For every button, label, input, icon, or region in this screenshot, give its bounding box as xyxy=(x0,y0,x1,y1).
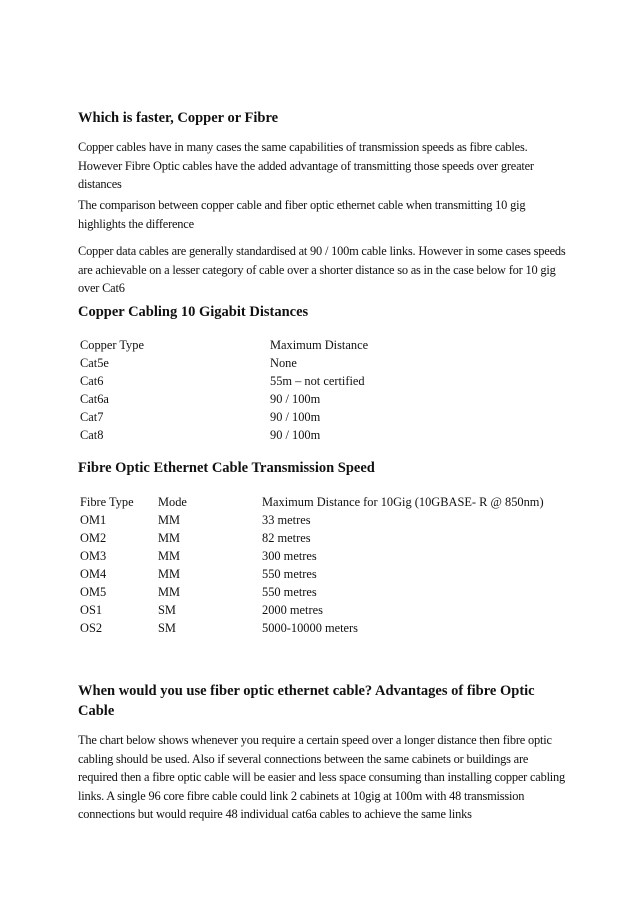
intro-paragraph-1: Copper cables have in many cases the same capabilities of transmission speeds as fibre cables. However Fibre Optic cables have the added advantage of transmitting those speeds over greater distances xyxy=(78,140,534,191)
table-cell: 550 metres xyxy=(262,585,317,599)
column-header: Fibre Type xyxy=(80,495,134,509)
table-cell: 55m – not certified xyxy=(270,374,365,388)
table-cell: 550 metres xyxy=(262,567,317,581)
table-cell: OM2 xyxy=(80,531,107,545)
table-cell: OM4 xyxy=(80,567,107,581)
table-cell: MM xyxy=(158,531,181,545)
intro-paragraph-3: Copper data cables are generally standardised at 90 / 100m cable links. However in some cases speeds are achievable on a lesser category of cable over a shorter distance so as in the case below for 10 gig over Cat6 xyxy=(78,244,566,295)
intro-heading: Which is faster, Copper or Fibre xyxy=(78,110,279,126)
table-cell: OM3 xyxy=(80,549,107,563)
table-cell: OM1 xyxy=(80,513,107,527)
table-cell: OS2 xyxy=(80,621,103,635)
table-cell: 33 metres xyxy=(262,513,311,527)
table-cell: 90 / 100m xyxy=(270,428,321,442)
table-cell: 2000 metres xyxy=(262,603,323,617)
table-cell: Cat7 xyxy=(80,410,104,424)
intro-paragraph-2: The comparison between copper cable and fiber optic ethernet cable when transmitting 10 gig highlights the difference xyxy=(78,198,526,231)
fibre-heading: Fibre Optic Ethernet Cable Transmission Speed xyxy=(78,460,375,476)
table-cell: 5000-10000 meters xyxy=(262,621,359,635)
table-cell: Cat5e xyxy=(80,356,109,370)
column-header: Copper Type xyxy=(80,338,144,352)
table-cell: 300 metres xyxy=(262,549,317,563)
column-header: Maximum Distance xyxy=(270,338,369,352)
table-cell: MM xyxy=(158,549,181,563)
copper-heading: Copper Cabling 10 Gigabit Distances xyxy=(78,304,309,320)
column-header: Mode xyxy=(158,495,187,509)
table-cell: MM xyxy=(158,567,181,581)
table-cell: SM xyxy=(158,621,176,635)
table-cell: OM5 xyxy=(80,585,107,599)
table-cell: SM xyxy=(158,603,176,617)
table-cell: 90 / 100m xyxy=(270,410,321,424)
column-header: Maximum Distance for 10Gig (10GBASE- R @ 850nm) xyxy=(262,495,544,509)
table-cell: None xyxy=(270,356,297,370)
advantages-paragraph: The chart below shows whenever you require a certain speed over a longer distance then fibre optic cabling should be used. Also if several connections between the same cabinets or buildings are required then a fibre optic cable will be easier and less space consuming than installing copper cabling links. A single 96 core fibre cable could link 2 cabinets at 10gig at 100m with 48 transmission connections but would require 48 individual cat6a cables to achieve the same links xyxy=(78,733,566,821)
table-cell: MM xyxy=(158,513,181,527)
table-cell: Cat8 xyxy=(80,428,104,442)
table-cell: 90 / 100m xyxy=(270,392,321,406)
table-cell: MM xyxy=(158,585,181,599)
table-cell: Cat6 xyxy=(80,374,104,388)
table-cell: 82 metres xyxy=(262,531,311,545)
table-cell: OS1 xyxy=(80,603,103,617)
advantages-heading: When would you use fiber optic ethernet cable? Advantages of fibre Optic Cable xyxy=(78,683,535,719)
table-cell: Cat6a xyxy=(80,392,109,406)
